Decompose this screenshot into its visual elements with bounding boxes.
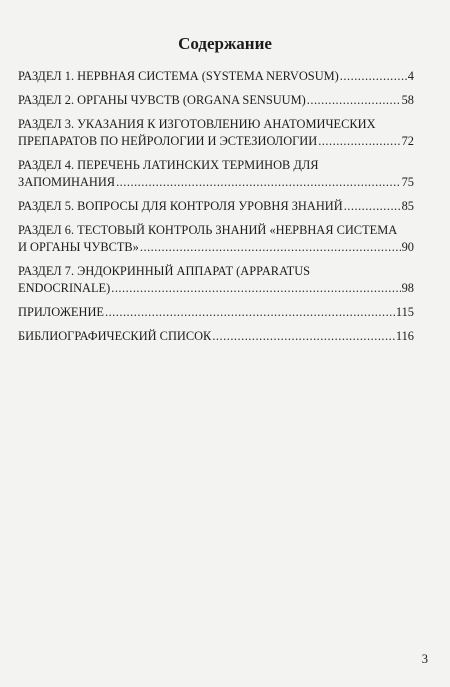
toc-entry-title: И ОРГАНЫ ЧУВСТВ» <box>18 240 139 254</box>
toc-entry <box>18 222 414 256</box>
toc-page-number: 85 <box>401 199 414 213</box>
toc-entry-lead: РАЗДЕЛ 4. ПЕРЕЧЕНЬ ЛАТИНСКИХ ТЕРМИНОВ ДЛЯ <box>18 158 319 172</box>
toc-entry-title: ЗАПОМИНАНИЯ <box>18 175 116 189</box>
toc-entry <box>18 157 414 191</box>
toc-entry-lead: РАЗДЕЛ 3. УКАЗАНИЯ К ИЗГОТОВЛЕНИЮ АНАТОМИЧЕСКИХ <box>18 117 376 131</box>
toc-entry-title: ENDOCRINALE) <box>18 281 111 295</box>
leader-dots <box>340 68 407 85</box>
leader-dots <box>116 174 401 191</box>
toc-page-number: 58 <box>401 93 414 107</box>
toc-page-number: 72 <box>401 134 414 148</box>
page-number: 3 <box>421 652 428 666</box>
toc-entry-title: ПРИЛОЖЕНИЕ <box>18 305 104 319</box>
toc-entry <box>18 68 414 85</box>
toc-entry-title: РАЗДЕЛ 5. ВОПРОСЫ ДЛЯ КОНТРОЛЯ УРОВНЯ ЗНАНИЙ <box>18 199 343 213</box>
toc-page-number: 116 <box>395 329 414 343</box>
toc-page-number: 75 <box>401 175 414 189</box>
toc-entry-lead: РАЗДЕЛ 6. ТЕСТОВЫЙ КОНТРОЛЬ ЗНАНИЙ «НЕРВНАЯ СИСТЕМА <box>18 223 398 237</box>
toc-entry <box>18 328 414 345</box>
toc-entry <box>18 116 414 150</box>
leader-dots <box>140 239 401 256</box>
page-title: Содержание <box>178 34 272 53</box>
toc-page-number: 90 <box>401 240 414 254</box>
toc-entry-title: РАЗДЕЛ 1. НЕРВНАЯ СИСТЕМА (SYSTEMA NERVOSUM) <box>18 69 339 83</box>
table-of-contents <box>18 68 414 352</box>
toc-page-number: 4 <box>407 69 414 83</box>
leader-dots <box>318 133 400 150</box>
toc-entry <box>18 92 414 109</box>
leader-dots <box>212 328 395 345</box>
toc-entry-title: ПРЕПАРАТОВ ПО НЕЙРОЛОГИИ И ЭСТЕЗИОЛОГИИ <box>18 134 318 148</box>
toc-entry <box>18 304 414 321</box>
toc-entry-title: БИБЛИОГРАФИЧЕСКИЙ СПИСОК <box>18 329 212 343</box>
toc-page-number: 115 <box>395 305 414 319</box>
toc-entry <box>18 198 414 215</box>
leader-dots <box>111 280 400 297</box>
leader-dots <box>105 304 395 321</box>
toc-entry <box>18 263 414 297</box>
toc-entry-lead: РАЗДЕЛ 7. ЭНДОКРИННЫЙ АППАРАТ (APPARATUS <box>18 264 311 278</box>
toc-page-number: 98 <box>401 281 414 295</box>
leader-dots <box>307 92 401 109</box>
leader-dots <box>344 198 401 215</box>
toc-entry-title: РАЗДЕЛ 2. ОРГАНЫ ЧУВСТВ (ORGANA SENSUUM) <box>18 93 306 107</box>
